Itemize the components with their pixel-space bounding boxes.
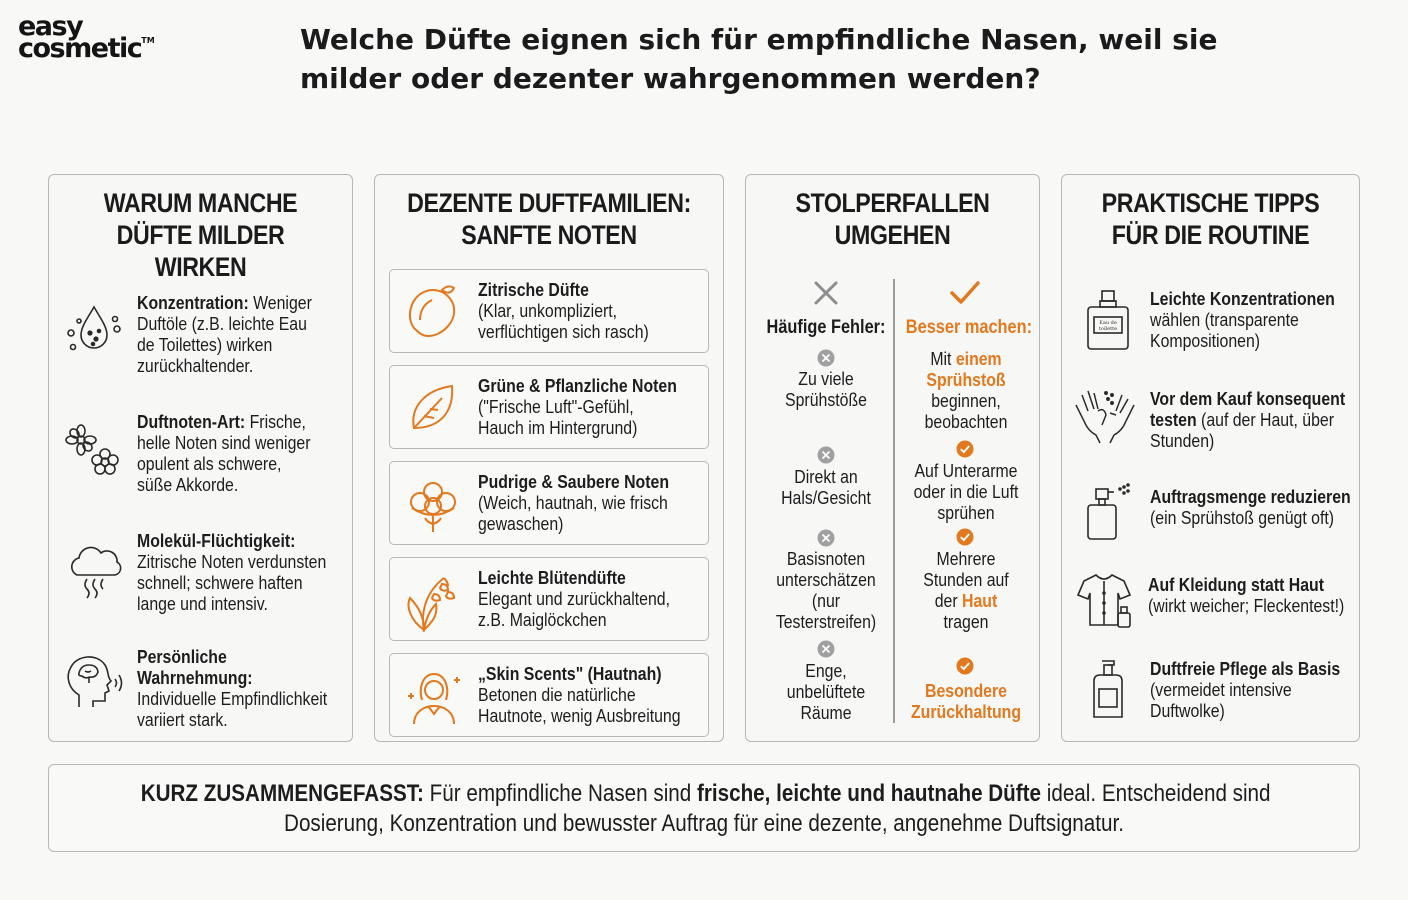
cross-icon	[812, 279, 840, 307]
brand-line1: easy	[18, 11, 83, 42]
family-text: Zitrische Düfte (Klar, unkompliziert, verflüchtigen sich rasch)	[478, 280, 649, 342]
tip-text: Duftfreie Pflege als Basis (vermeidet intensive Duftwolke)	[1150, 659, 1341, 721]
tip-item	[1080, 657, 1366, 723]
brand-logo	[18, 11, 188, 65]
panel-title-line2: DÜFTE MILDER WIRKEN	[116, 220, 285, 282]
reason-text: Persönliche Wahrnehmung: Individuelle Empfindlichkeit variiert stark.	[137, 647, 328, 730]
leaf-icon	[402, 378, 464, 438]
flowers-icon	[63, 412, 125, 482]
check-circle-icon	[956, 440, 974, 458]
check-circle-icon	[956, 528, 974, 546]
panel-scent-families	[374, 174, 724, 742]
mistake-item: Enge, unbelüftete Räume	[786, 661, 866, 723]
family-text: Grüne & Pflanzliche Noten ("Frische Luft"-Gefühl, Hauch im Hintergrund)	[478, 376, 677, 438]
svg-text:toilette: toilette	[1098, 326, 1118, 332]
family-card	[389, 269, 709, 353]
panel-title-line1: PRAKTISCHE TIPPS	[1101, 188, 1320, 218]
reason-text: Duftnoten-Art: Frische, helle Noten sind weniger opulent als schwere, süße Akkorde.	[137, 412, 311, 495]
title-line2: milder oder dezenter wahrgenommen werden?	[300, 62, 1041, 95]
panel-title-line1: WARUM MANCHE	[103, 188, 298, 218]
family-text: Leichte Blütendüfte Elegant und zurückhaltend, z.B. Maiglöckchen	[478, 568, 670, 630]
tip-text: Auftragsmenge reduzieren (ein Sprühstoß genügt oft)	[1150, 487, 1351, 528]
spray-bottle-icon	[1080, 481, 1136, 543]
svg-text:Eau de: Eau de	[1099, 320, 1117, 326]
cross-circle-icon	[817, 640, 835, 658]
tip-item	[1076, 569, 1371, 631]
panel-title	[70, 187, 331, 283]
panel-pitfalls	[745, 174, 1040, 742]
tip-item	[1080, 481, 1378, 543]
panel-title	[1083, 187, 1338, 251]
family-text: Pudrige & Saubere Noten (Weich, hautnah, wie frisch gewaschen)	[478, 472, 670, 534]
check-icon	[948, 279, 982, 307]
family-card	[389, 557, 709, 641]
mistakes-header: Häufige Fehler:	[766, 317, 886, 338]
panel-title-line1: DEZENTE DUFTFAMILIEN:	[407, 188, 691, 218]
shirt-icon	[1076, 569, 1136, 631]
cotton-icon	[402, 474, 464, 534]
fix-item: Mit einem Sprühstoß beginnen, beobachten	[924, 349, 1008, 432]
trademark: TM	[141, 36, 155, 46]
column-divider	[893, 279, 895, 723]
cross-circle-icon	[817, 529, 835, 547]
brand-line2	[18, 33, 188, 65]
fix-item: Besondere Zurückhaltung	[911, 681, 1021, 722]
hands-spray-icon	[1072, 385, 1138, 445]
reason-item	[63, 412, 334, 496]
mistake-item: Basisnoten unterschätzen (nur Testerstreifen)	[775, 549, 877, 632]
tip-text: Auf Kleidung statt Haut (wirkt weicher; Fleckentest!)	[1148, 575, 1345, 616]
lemon-icon	[402, 282, 464, 342]
woman-icon	[402, 666, 464, 728]
fixes-column	[896, 317, 1036, 339]
panel-title-line1: STOLPERFALLEN	[795, 188, 990, 218]
family-card	[389, 653, 709, 737]
fix-item: Auf Unterarme oder in die Luft sprühen	[913, 461, 1019, 523]
family-card	[389, 461, 709, 545]
tip-text: Vor dem Kauf konsequent testen (auf der Haut, über Stunden)	[1150, 389, 1346, 451]
cloud-icon	[63, 531, 125, 601]
panel-why-milder	[48, 174, 353, 742]
cross-circle-icon	[817, 446, 835, 464]
reason-text: Konzentration: Weniger Duftöle (z.B. leichte Eau de Toilettes) wirken zurückhaltender.	[137, 293, 312, 376]
panel-title-line2: SANFTE NOTEN	[461, 220, 637, 250]
lily-icon	[402, 570, 464, 632]
panel-title	[399, 187, 698, 251]
check-circle-icon	[956, 657, 974, 675]
brand-word: cosmetic	[18, 33, 142, 65]
tip-text: Leichte Konzentrationen wählen (transparente Kompositionen)	[1150, 289, 1335, 351]
family-card	[389, 365, 709, 449]
head-brain-icon	[63, 643, 125, 713]
droplet-icon	[63, 293, 125, 363]
reason-text: Molekül-Flüchtigkeit: Zitrische Noten verdunsten schnell; schwere haften lange und intensiv.	[137, 531, 327, 614]
page-title	[300, 20, 1300, 98]
reason-item	[63, 293, 336, 377]
summary-text: KURZ ZUSAMMENGEFASST: Für empfindliche Nasen sind frische, leichte und hautnahe Düfte ideal. Entscheidend sind Dosierung, Konzentration und bewusster Auftrag für eine dezente, angenehme Duftsignatur.	[140, 780, 1271, 837]
edt-bottle-icon	[1080, 287, 1136, 353]
mistake-item: Zu viele Sprühstöße	[785, 369, 867, 410]
panel-title-line2: UMGEHEN	[834, 220, 951, 250]
mistake-item: Direkt an Hals/Gesicht	[781, 467, 871, 508]
mistakes-column	[756, 317, 896, 339]
panel-title-line2: FÜR DIE ROUTINE	[1111, 220, 1310, 250]
fix-item: Mehrere Stunden auf der Haut tragen	[923, 549, 1009, 632]
cross-circle-icon	[817, 349, 835, 367]
tip-item	[1080, 287, 1360, 353]
reason-item	[63, 531, 352, 615]
pump-bottle-icon	[1080, 657, 1136, 723]
title-line1: Welche Düfte eignen sich für empfindliche Nasen, weil sie	[300, 23, 1218, 56]
fixes-header: Besser machen:	[905, 317, 1033, 338]
reason-item	[63, 643, 353, 731]
panel-title	[767, 187, 1019, 251]
family-text: „Skin Scents" (Hautnah) Betonen die natürliche Hautnote, wenig Ausbreitung	[478, 664, 681, 726]
panel-practical-tips	[1061, 174, 1360, 742]
tip-item	[1072, 385, 1372, 452]
summary-box	[48, 764, 1360, 852]
